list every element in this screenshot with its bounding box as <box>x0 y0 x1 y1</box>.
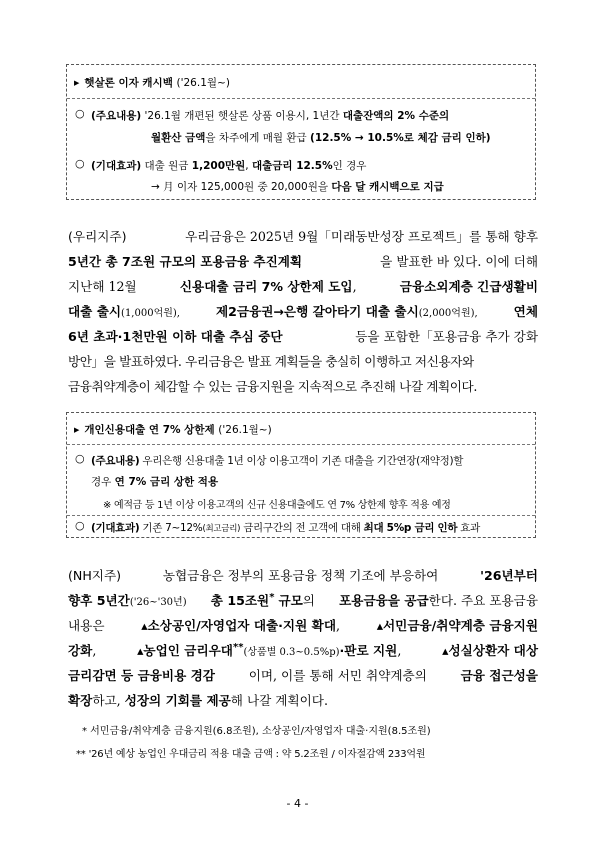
page-number: - 4 - <box>286 797 309 810</box>
credit-loan-cap-title: ▶ 개인신용대출 연 7% 상한제 ('26.1월~) <box>74 424 272 436</box>
box-divider <box>67 98 535 99</box>
credit-loan-content-line2: 경우 연 7% 금리 상한 적용 <box>91 476 219 488</box>
cashback-content-line1: (주요내용) '26.1월 개편된 햇살론 상품 이용시, 1년간 대출잔액의 2% 수준의 <box>91 110 450 122</box>
woori-line-5: 6년 초과·1천만원 이하 대출 추심 중단 등을 포함한「포용금융 추가 강화 <box>68 329 538 344</box>
credit-loan-cap-box <box>66 412 536 538</box>
box-divider <box>67 444 535 445</box>
nh-line-5: 금리감면 등 금융비용 경감 이며, 이를 통해 서민 취약계층의 금융 접근성을 <box>68 668 538 683</box>
woori-paragraph <box>68 226 538 406</box>
woori-line-3: 지난해 12월 신용대출 금리 7% 상한제 도입, 금융소외계층 긴급생활비 <box>68 279 538 294</box>
footnote-2: ** '26년 예상 농업인 우대금리 적용 대출 금액 : 약 5.2조원 / 이자절감액 233억원 <box>76 749 426 760</box>
circle-bullet-icon: ○ <box>75 107 85 120</box>
triangle-bullet-icon: ▶ <box>74 79 80 87</box>
credit-loan-content-line1: (주요내용) 우리은행 신용대출 1년 이상 이용고객이 기존 대출을 기간연장(재약정)할 <box>91 455 464 467</box>
cashback-effect-line2: → 月 이자 125,000원 중 20,000원을 다음 달 캐시백으로 지급 <box>151 181 444 193</box>
nh-line-4: 강화, ▴농업인 금리우대**(상품별 0.3~0.5%p)·판로 지원, ▴성실상환자 대상 <box>68 641 538 658</box>
nh-line-6: 확장하고, 성장의 기회를 제공해 나갈 계획이다. <box>68 693 328 708</box>
cashback-content-line2: 월환산 금액을 차주에게 매월 환급 (12.5% → 10.5%로 체감 금리 인하) <box>151 132 491 144</box>
cashback-box <box>66 64 536 200</box>
nh-paragraph <box>68 565 538 715</box>
box-divider <box>67 515 535 516</box>
woori-line-2: 5년간 총 7조원 규모의 포용금융 추진계획 을 발표한 바 있다. 이에 더해 <box>68 254 538 269</box>
circle-bullet-icon: ○ <box>75 519 85 532</box>
cashback-effect-line1: (기대효과) 대출 원금 1,200만원, 대출금리 12.5%인 경우 <box>91 160 367 172</box>
cashback-box-title: ▶ 햇살론 이자 캐시백 ('26.1월~) <box>74 77 230 89</box>
woori-line-1: (우리지주) 우리금융은 2025년 9월「미래동반성장 프로젝트」를 통해 향후 <box>68 229 538 244</box>
nh-line-2: 향후 5년간('26~'30년) 총 15조원* 규모의 포용금융을 공급한다. 주요 포용금융 <box>68 591 538 608</box>
woori-line-4: 대출 출시(1,000억원), 제2금융권→은행 갈아타기 대출 출시(2,000억원), 연체 <box>68 304 538 319</box>
credit-loan-effect-line: (기대효과) 기존 7~12%(최고금리) 금리구간의 전 고객에 대해 최대 5%p 금리 인하 효과 <box>91 522 480 534</box>
nh-line-3: 내용은 ▴소상공인/자영업자 대출·지원 확대, ▴서민금융/취약계층 금융지원 <box>68 618 538 633</box>
woori-line-7: 금융취약계층이 체감할 수 있는 금융지원을 지속적으로 추진해 나갈 계획이다. <box>68 379 477 394</box>
circle-bullet-icon: ○ <box>75 452 85 465</box>
circle-bullet-icon: ○ <box>75 157 85 170</box>
triangle-bullet-icon: ▶ <box>74 426 80 434</box>
credit-loan-note: ※ 예적금 등 1년 이상 이용고객의 신규 신용대출에도 연 7% 상한제 향후 적용 예정 <box>103 500 451 511</box>
woori-line-6: 방안」을 발표하였다. 우리금융은 발표 계획들을 충실히 이행하고 저신용자와 <box>68 354 474 369</box>
nh-line-1: (NH지주) 농협금융은 정부의 포용금융 정책 기조에 부응하여 '26년부터 <box>68 568 538 583</box>
footnote-1: * 서민금융/취약계층 금융지원(6.8조원), 소상공인/자영업자 대출·지원(8.5조원) <box>82 726 431 737</box>
